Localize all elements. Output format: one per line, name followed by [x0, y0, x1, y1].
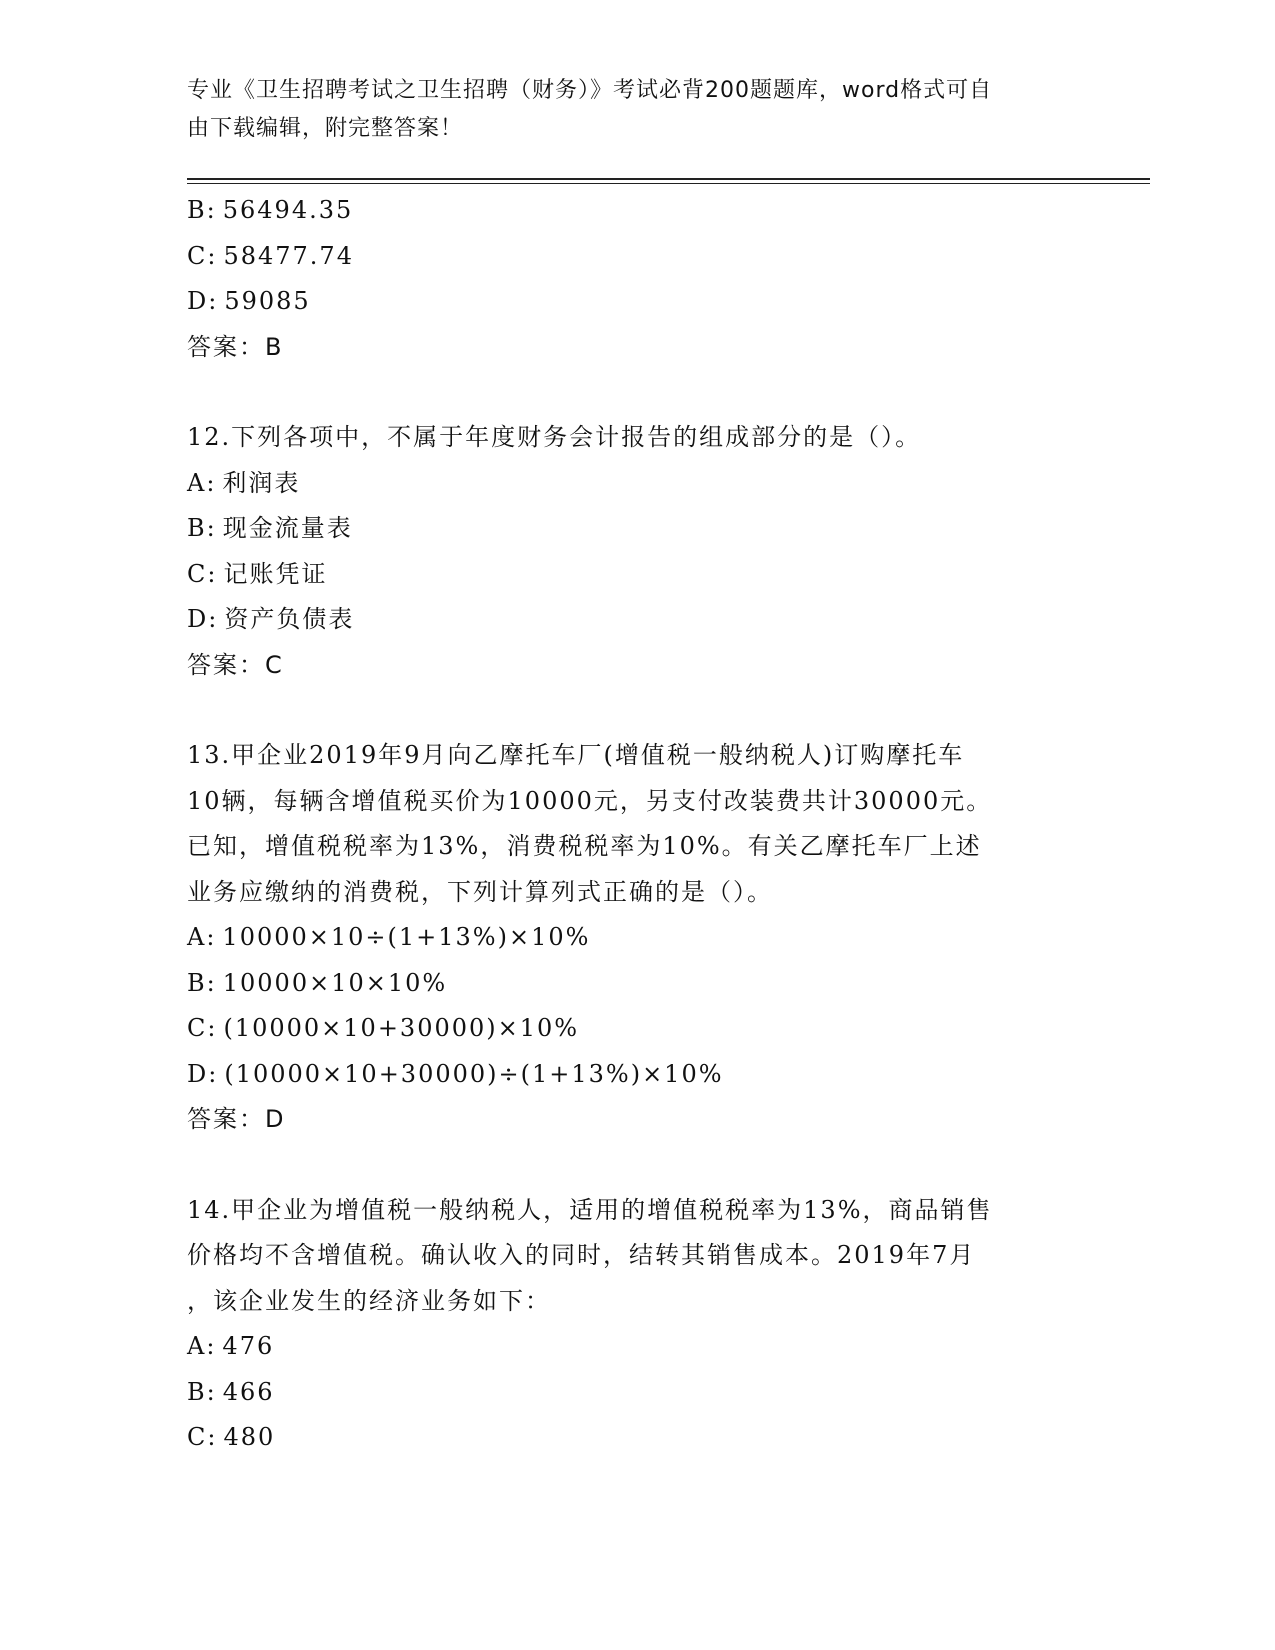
option-d: D: (10000×10+30000)÷(1+13%)×10% [187, 1059, 724, 1088]
option-c: C: (10000×10+30000)×10% [187, 1014, 580, 1042]
page-header [187, 72, 1067, 148]
option-b: B: 10000×10×10% [187, 968, 448, 997]
answer: 答案：B [187, 332, 284, 361]
question-12-stem: 12.下列各项中，不属于年度财务会计报告的组成部分的是（）。 [187, 423, 922, 451]
header-line-2: 由下载编辑，附完整答案！ [187, 116, 464, 141]
header-rule-thick [187, 178, 1150, 180]
option-b: B: 466 [187, 1377, 275, 1406]
option-c: C: 58477.74 [187, 241, 354, 270]
option-b: B: 56494.35 [187, 196, 354, 224]
option-d: D: 资产负债表 [187, 605, 355, 633]
question-14-stem-line-3: ，该企业发生的经济业务如下： [187, 1286, 551, 1315]
answer: 答案：D [187, 1105, 286, 1133]
option-d: D: 59085 [187, 287, 311, 315]
question-14-stem-line-1: 14.甲企业为增值税一般纳税人，适用的增值税税率为13%，商品销售 [187, 1195, 993, 1224]
option-b: B: 现金流量表 [187, 514, 353, 542]
question-13-stem-line-1: 13.甲企业2019年9月向乙摩托车厂(增值税一般纳税人)订购摩托车 [187, 741, 965, 769]
option-a: A: 476 [187, 1332, 275, 1360]
header-line-1: 专业《卫生招聘考试之卫生招聘（财务）》考试必背200题题库，word格式可自 [187, 78, 993, 103]
question-13-stem-line-3: 已知，增值税税率为13%，消费税税率为10%。有关乙摩托车厂上述 [187, 832, 982, 860]
option-a: A: 10000×10÷(1+13%)×10% [187, 923, 591, 951]
option-c: C: 记账凭证 [187, 559, 328, 588]
question-14-stem-line-2: 价格均不含增值税。确认收入的同时，结转其销售成本。2019年7月 [187, 1241, 976, 1269]
answer: 答案：C [187, 650, 284, 679]
option-c: C: 480 [187, 1423, 276, 1451]
question-13-stem-line-4: 业务应缴纳的消费税，下列计算列式正确的是（）。 [187, 877, 773, 906]
question-13-stem-line-2: 10辆，每辆含增值税买价为10000元，另支付改装费共计30000元。 [187, 786, 993, 815]
question-content [187, 188, 1087, 1461]
option-a: A: 利润表 [187, 468, 301, 497]
header-rule-thin [187, 183, 1150, 184]
